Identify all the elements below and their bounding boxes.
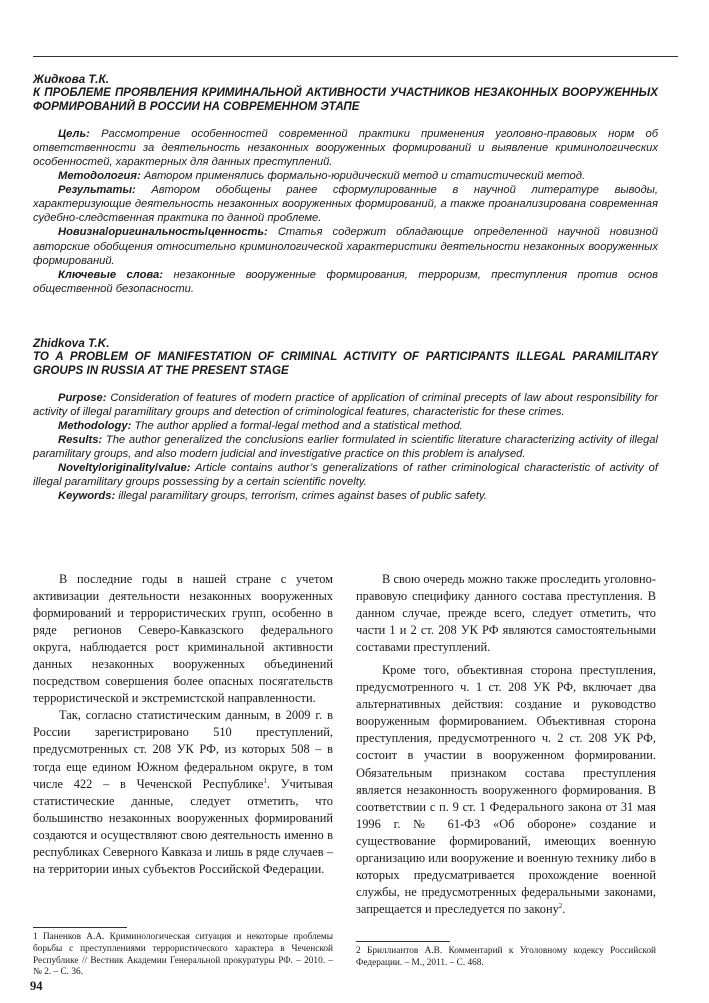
novelty-label-ru: Новизна/оригинальность/ценность: xyxy=(58,226,268,239)
novelty-paragraph-ru xyxy=(33,225,658,267)
header-rule xyxy=(33,56,678,57)
footnote-ref-1[interactable]: 1 xyxy=(263,776,267,785)
page-number: 94 xyxy=(30,979,43,993)
body-paragraph: В последние годы в нашей стране с учетом активизации деятельности незаконных вооруженных формирований и террористических групп, особенно в ряде регионов Северо-Кавказского федерального округа, наблюдается рост криминальной активности данных незаконных вооруженных объединений посредством совершения более опасных посягательств террористической и экстремистской направленности. xyxy=(33,572,333,706)
article-title-ru: К ПРОБЛЕМЕ ПРОЯВЛЕНИЯ КРИМИНАЛЬНОЙ АКТИВНОСТИ УЧАСТНИКОВ НЕЗАКОННЫХ ВООРУЖЕННЫХ ФОРМИРОВАНИЙ В РОССИИ НА СОВРЕМЕННОМ ЭТАПЕ xyxy=(33,86,658,114)
methodology-text-ru: Автором применялись формально-юридический метод и статистический метод. xyxy=(143,170,586,183)
author-en: Zhidkova T.K. xyxy=(33,336,110,350)
body-paragraph: Так, согласно статистическим данным, в 2009 г. в России зарегистрировано 510 преступлений, предусмотренных ст. 208 УК РФ, из которых 508 – в тогда еще едином Южном федеральном округе, в том числе 422 – в Чеченской Республике$^1$. Учитывая статистические данные, следует отметить, что большинство незаконных вооруженных формирований создаются и осуществляют свою деятельность именно в республиках Северного Кавказа и лишь в ряде случаев – на территории иных субъектов Российской Федерации. xyxy=(33,708,333,876)
keywords-label-en: Keywords: xyxy=(58,490,116,503)
keywords-label-ru: Ключевые слова: xyxy=(58,268,163,281)
russian-abstract xyxy=(33,72,658,296)
purpose-paragraph xyxy=(33,391,658,419)
novelty-paragraph-en xyxy=(33,461,658,489)
novelty-label-en: Novelty/originality/value: xyxy=(58,462,191,475)
body-column-left xyxy=(33,571,333,878)
methodology-paragraph-ru xyxy=(33,169,658,183)
novelty-text-ru: Статья содержит обладающие определенной научной новизной авторские обобщения относительно криминологической характеристики деятельности незаконных вооруженных формирований. xyxy=(33,226,658,267)
keywords-paragraph-ru xyxy=(33,268,658,296)
footnote-2: 2 Бриллиантов А.В. Комментарий к Уголовному кодексу Российской Федерации. – М., 2011. – С. 468. xyxy=(356,946,656,968)
methodology-text-en: The author applied a formal-legal method and a statistical method. xyxy=(134,420,463,432)
methodology-label-en: Methodology: xyxy=(58,420,132,432)
english-abstract xyxy=(33,336,658,504)
footnote-rule-left xyxy=(33,927,127,928)
article-title-en: TO A PROBLEM OF MANIFESTATION OF CRIMINAL ACTIVITY OF PARTICIPANTS ILLEGAL PARAMILITARY GROUPS IN RUSSIA AT THE PRESENT STAGE xyxy=(33,350,658,378)
novelty-text-en: Article contains author’s generalizations of rather criminological characteristic of activity of illegal paramilitary groups possessing by a certain scientific novelty. xyxy=(33,462,658,489)
results-text-ru: Автором обобщены ранее сформулированные в научной литературе выводы, характеризующие деятельность незаконных вооруженных формирований, а также проанализирована современная судебно-следственная практика по данной проблеме. xyxy=(33,184,658,225)
goal-paragraph xyxy=(33,127,658,169)
purpose-text: Consideration of features of modern practice of application of criminal precepts of law about responsibility for activity of illegal paramilitary groups and detection of criminological features, characteristic for these crimes. xyxy=(33,391,659,418)
goal-label: Цель: xyxy=(58,127,90,140)
footnote-rule-right xyxy=(356,941,450,942)
author-ru: Жидкова Т.К. xyxy=(33,72,109,86)
keywords-text-ru: незаконные вооруженные формирования, терроризм, преступления против основ общественной безопасности. xyxy=(33,268,658,295)
body-paragraph: В свою очередь можно также проследить уголовно-правовую специфику данного состава преступления. В данном случае, прежде всего, следует отметить, что части 1 и 2 ст. 208 УК РФ являются самостоятельными составами преступлений. xyxy=(356,572,656,655)
keywords-paragraph-en xyxy=(33,489,658,503)
results-label-en: Results: xyxy=(58,434,103,447)
results-label-ru: Результаты: xyxy=(58,184,136,197)
results-paragraph-ru xyxy=(33,183,658,225)
body-column-right xyxy=(356,571,656,918)
footnote-1: 1 Паненков А.А. Криминологическая ситуация и некоторые проблемы борьбы с преступлениями террористического характера в Чеченской Республике // Вестник Академии Генеральной прокуратуры РФ. – 2010. – № 2. – С. 36. xyxy=(33,932,333,978)
methodology-paragraph-en xyxy=(33,419,658,433)
goal-text: Рассмотрение особенностей современной практики применения уголовно-правовых норм об ответственности за деятельность незаконных вооруженных формирований и выявление криминологических особенностей, характерных для данных преступлений. xyxy=(33,127,659,168)
results-text-en: The author generalized the conclusions earlier formulated in scientific literature characterizing activity of illegal paramilitary groups, and also modern judicial and investigative practice on this problem is analysed. xyxy=(33,434,659,461)
body-paragraph: Кроме того, объективная сторона преступления, предусмотренного ч. 1 ст. 208 УК РФ, включает два альтернативных действия: создание и руководство вооруженным формированием. Объективная сторона преступления, предусмотренного ч. 2 ст. 208 УК РФ, состоит в участии в вооруженном формировании. Обязательным признаком состава преступления является незаконность вооруженного формирования. В соответствии с п. 9 ст. 1 Федерального закона от 31 мая 1996 г. № 61-ФЗ «Об обороне» создание и существование формирований, имеющих военную организацию или вооружение и военную технику либо в которых предусматривается прохождение военной службы, не предусмотренных федеральными законами, запрещается и преследуется по закону$^2$. xyxy=(356,663,656,916)
results-paragraph-en xyxy=(33,433,658,461)
methodology-label-ru: Методология: xyxy=(58,170,141,183)
purpose-label: Purpose: xyxy=(58,391,107,404)
keywords-text-en: illegal paramilitary groups, terrorism, crimes against bases of public safety. xyxy=(118,490,487,503)
footnote-ref-2[interactable]: 2 xyxy=(558,901,563,910)
